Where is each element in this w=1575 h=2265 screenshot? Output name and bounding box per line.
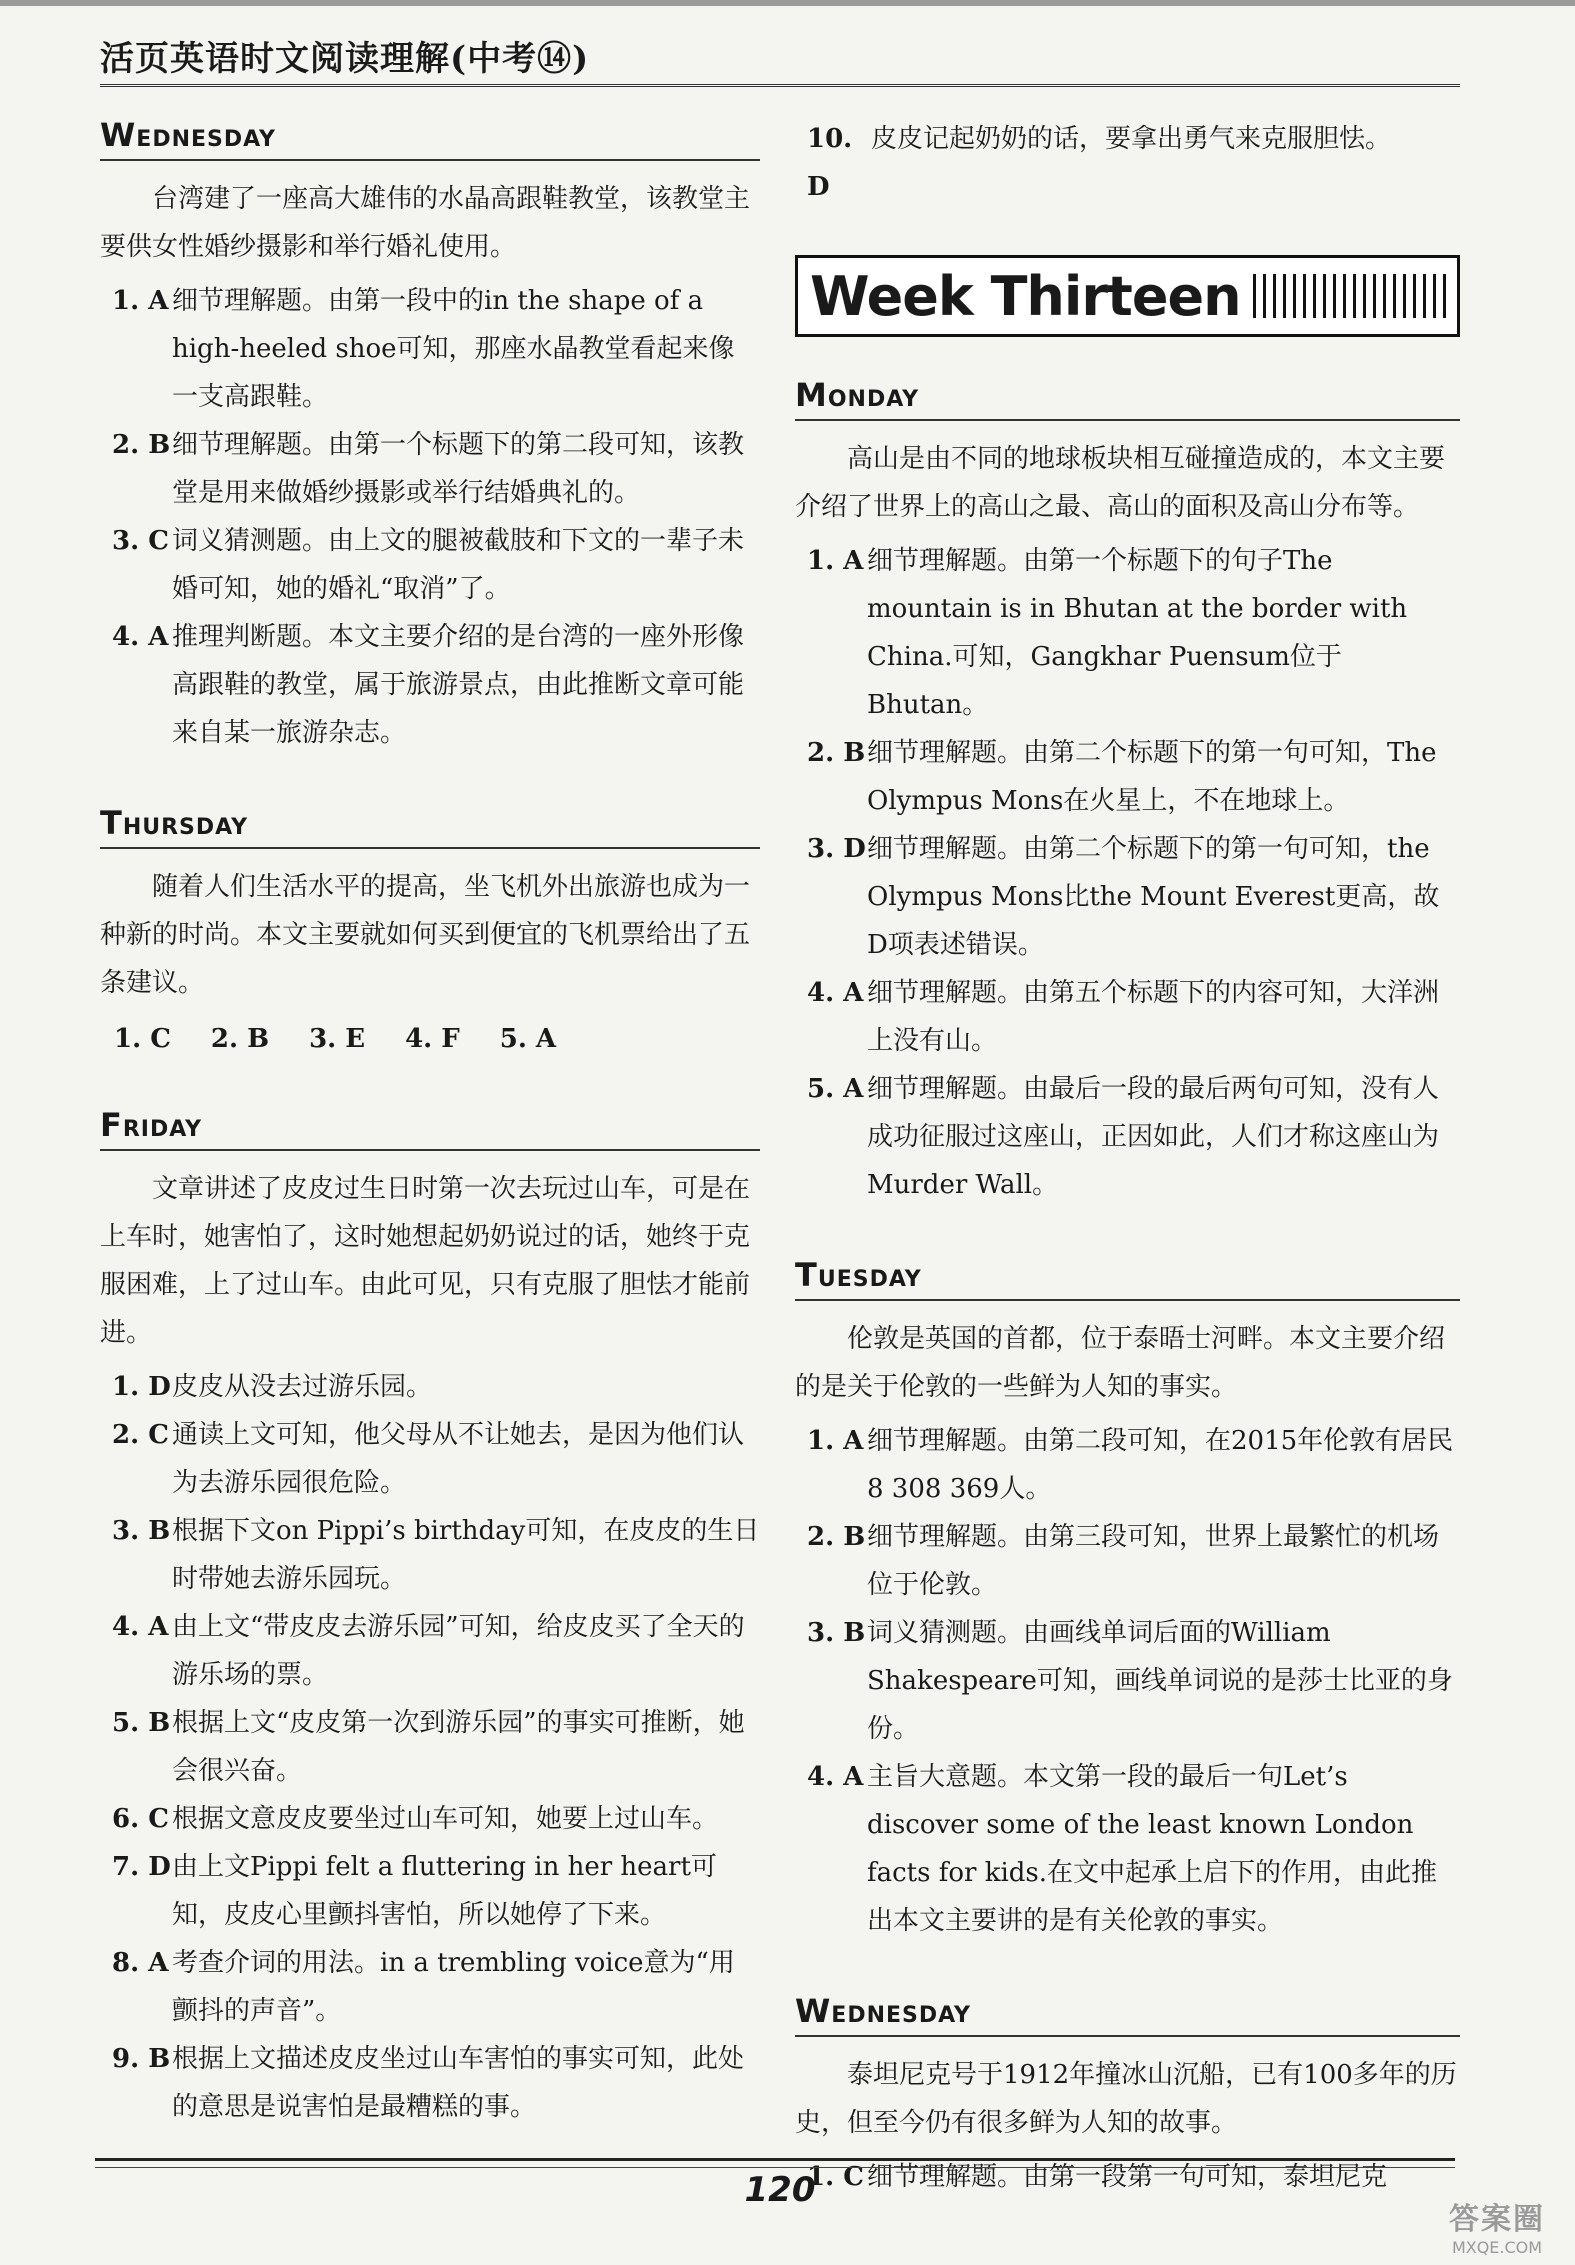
answer-item — [795, 1065, 1460, 1209]
section-heading: Wednesday — [795, 1991, 1460, 2037]
answer-explanation: 由上文Pippi felt a fluttering in her heart可知，皮皮心里颤抖害怕，所以她停了下来。 — [172, 1852, 717, 1930]
answer-explanation: 根据文意皮皮要坐过山车可知，她要上过山车。 — [172, 1804, 719, 1834]
scan-edge — [0, 0, 1575, 6]
answer-list — [795, 537, 1460, 1209]
answer-key: 5. A — [499, 1024, 557, 1054]
answer-item — [795, 729, 1460, 825]
answer-item — [795, 1513, 1460, 1609]
answer-item — [100, 1939, 760, 2035]
answer-item — [795, 1417, 1460, 1513]
answer-item — [100, 1699, 760, 1795]
answer-number: 5. A — [807, 1074, 864, 1104]
answer-number: 4. A — [807, 1762, 864, 1792]
answer-explanation: 根据下文on Pippi’s birthday可知，在皮皮的生日时带她去游乐园玩。 — [172, 1516, 760, 1594]
section-thursday — [100, 803, 760, 1065]
answer-explanation: 根据上文描述皮皮坐过山车害怕的事实可知，此处的意思是说害怕是最糟糕的事。 — [172, 2044, 745, 2122]
answer-explanation: 考查介词的用法。in a trembling voice意为“用颤抖的声音”。 — [172, 1948, 735, 2026]
watermark-text: 答案圈 — [1449, 2202, 1545, 2237]
answer-explanation: 根据上文“皮皮第一次到游乐园”的事实可推断，她会很兴奋。 — [172, 1708, 745, 1786]
answer-explanation: 细节理解题。由第二个标题下的第一句可知，the Olympus Mons比the Mount Everest更高，故D项表述错误。 — [867, 834, 1440, 960]
answer-number: 1. A — [112, 286, 169, 316]
section-heading: Tuesday — [795, 1255, 1460, 1301]
answer-explanation: 细节理解题。由第五个标题下的内容可知，大洋洲上没有山。 — [867, 978, 1440, 1056]
answer-number: 2. B — [807, 1522, 866, 1552]
section-summary: 随着人们生活水平的提高，坐飞机外出旅游也成为一种新的时尚。本文主要就如何买到便宜的飞机票给出了五条建议。 — [100, 872, 751, 998]
answer-item — [100, 1843, 760, 1939]
week-banner — [795, 255, 1460, 337]
answer-number: 2. B — [807, 738, 866, 768]
answer-explanation: 词义猜测题。由上文的腿被截肢和下文的一辈子未婚可知，她的婚礼“取消”了。 — [172, 526, 745, 604]
answer-item — [100, 277, 760, 421]
answer-explanation: 细节理解题。由第一个标题下的句子The mountain is in Bhutan at the border with China.可知，Gangkhar Puensum位于Bhutan。 — [867, 546, 1408, 720]
footer-rule — [95, 2158, 1455, 2168]
book-title: 活页英语时文阅读理解(中考⑭) — [100, 39, 590, 79]
section-heading: Friday — [100, 1105, 760, 1151]
answer-number: 3. D — [807, 834, 866, 864]
answer-number: 3. B — [807, 1618, 866, 1648]
answer-item — [100, 517, 760, 613]
answer-explanation: 细节理解题。由第一段第一句可知，泰坦尼克 — [867, 2162, 1388, 2192]
answer-explanation: 推理判断题。本文主要介绍的是台湾的一座外形像高跟鞋的教堂，属于旅游景点，由此推断文章可能来自某一旅游杂志。 — [172, 622, 745, 748]
answer-number: 8. A — [112, 1948, 169, 1978]
answer-number: 1. A — [807, 546, 864, 576]
answer-number: 4. A — [112, 1612, 169, 1642]
answer-explanation: 细节理解题。由第一段中的in the shape of a high-heeled shoe可知，那座水晶教堂看起来像一支高跟鞋。 — [172, 286, 735, 412]
answer-item — [795, 825, 1460, 969]
answer-number: 1. A — [807, 1426, 864, 1456]
answer-explanation: 细节理解题。由第二段可知，在2015年伦敦有居民8 308 369人。 — [867, 1426, 1454, 1504]
answer-explanation: 细节理解题。由第二个标题下的第一句可知，The Olympus Mons在火星上，不在地球上。 — [867, 738, 1437, 816]
answer-item — [795, 115, 1460, 211]
answer-item — [100, 1363, 760, 1411]
section-summary: 文章讲述了皮皮过生日时第一次去玩过山车，可是在上车时，她害怕了，这时她想起奶奶说过的话，她终于克服困难，上了过山车。由此可见，只有克服了胆怯才能前进。 — [100, 1174, 751, 1348]
week-title: Week Thirteen — [810, 264, 1241, 328]
answer-number: 3. C — [112, 526, 169, 556]
answer-list — [100, 277, 760, 757]
answer-item — [100, 421, 760, 517]
answer-item — [795, 537, 1460, 729]
answer-explanation: 由上文“带皮皮去游乐园”可知，给皮皮买了全天的游乐场的票。 — [172, 1612, 745, 1690]
section-heading: Monday — [795, 375, 1460, 421]
answer-item — [100, 1795, 760, 1843]
left-column — [100, 115, 760, 2177]
answer-explanation: 细节理解题。由第三段可知，世界上最繁忙的机场位于伦敦。 — [867, 1522, 1440, 1600]
page-number: 120 — [744, 2170, 816, 2210]
watermark-logo — [1437, 2194, 1557, 2257]
right-column — [795, 115, 1460, 2201]
answer-key: 1. C — [114, 1024, 171, 1054]
section-wednesday-left — [100, 115, 760, 757]
answer-explanation: 细节理解题。由第一个标题下的第二段可知，该教堂是用来做婚纱摄影或举行结婚典礼的。 — [172, 430, 745, 508]
answer-explanation: 主旨大意题。本文第一段的最后一句Let’s discover some of the least known London facts for kids.在文中起承上启下的作用，由此推出本文主要讲的是有关伦敦的事实。 — [867, 1762, 1438, 1936]
section-heading: Thursday — [100, 803, 760, 849]
answer-explanation: 通读上文可知，他父母从不让她去，是因为他们认为去游乐园很危险。 — [172, 1420, 745, 1498]
section-monday — [795, 375, 1460, 1209]
answer-number: 2. B — [112, 430, 171, 460]
answer-number: 2. C — [112, 1420, 169, 1450]
answer-number: 1. C — [807, 2162, 864, 2192]
answer-list — [795, 1417, 1460, 1945]
section-summary: 伦敦是英国的首都，位于泰晤士河畔。本文主要介绍的是关于伦敦的一些鲜为人知的事实。 — [795, 1324, 1446, 1402]
answer-item — [100, 1507, 760, 1603]
answer-number: 4. A — [807, 978, 864, 1008]
answer-number: 4. A — [112, 622, 169, 652]
answer-item — [100, 2035, 760, 2131]
section-summary: 泰坦尼克号于1912年撞冰山沉船，已有100多年的历史，但至今仍有很多鲜为人知的故事。 — [795, 2060, 1457, 2138]
answer-key: 3. E — [309, 1024, 366, 1054]
answer-item — [100, 613, 760, 757]
answer-number: 3. B — [112, 1516, 171, 1546]
section-heading: Wednesday — [100, 115, 760, 161]
answer-number: 10. D — [807, 124, 853, 202]
watermark-url: MXQE.COM — [1451, 2238, 1543, 2257]
answer-number: 5. B — [112, 1708, 171, 1738]
answer-key-row — [100, 1013, 760, 1065]
answer-number: 1. D — [112, 1372, 171, 1402]
answer-item — [795, 1753, 1460, 1945]
answer-list — [100, 1363, 760, 2131]
section-wednesday-right — [795, 1991, 1460, 2201]
friday-continued — [795, 115, 1460, 211]
section-summary: 台湾建了一座高大雄伟的水晶高跟鞋教堂，该教堂主要供女性婚纱摄影和举行婚礼使用。 — [100, 184, 751, 262]
answer-explanation: 皮皮从没去过游乐园。 — [172, 1372, 433, 1402]
banner-stripes — [1253, 274, 1449, 318]
answer-item — [100, 1603, 760, 1699]
section-tuesday — [795, 1255, 1460, 1945]
section-friday — [100, 1105, 760, 2131]
answer-key: 4. F — [405, 1024, 460, 1054]
answer-key: 2. B — [210, 1024, 270, 1054]
answer-item — [795, 969, 1460, 1065]
answer-number: 7. D — [112, 1852, 171, 1882]
answer-item — [100, 1411, 760, 1507]
answer-item — [795, 1609, 1460, 1753]
answer-explanation: 细节理解题。由最后一段的最后两句可知，没有人成功征服过这座山，正因如此，人们才称这座山为Murder Wall。 — [867, 1074, 1440, 1200]
answer-number: 6. C — [112, 1804, 169, 1834]
answer-number: 9. B — [112, 2044, 171, 2074]
page-header — [100, 36, 1460, 87]
section-summary: 高山是由不同的地球板块相互碰撞造成的，本文主要介绍了世界上的高山之最、高山的面积及高山分布等。 — [795, 444, 1446, 522]
answer-explanation: 皮皮记起奶奶的话，要拿出勇气来克服胆怯。 — [871, 124, 1392, 154]
answer-explanation: 词义猜测题。由画线单词后面的William Shakespeare可知，画线单词说的是莎士比亚的身份。 — [867, 1618, 1453, 1744]
